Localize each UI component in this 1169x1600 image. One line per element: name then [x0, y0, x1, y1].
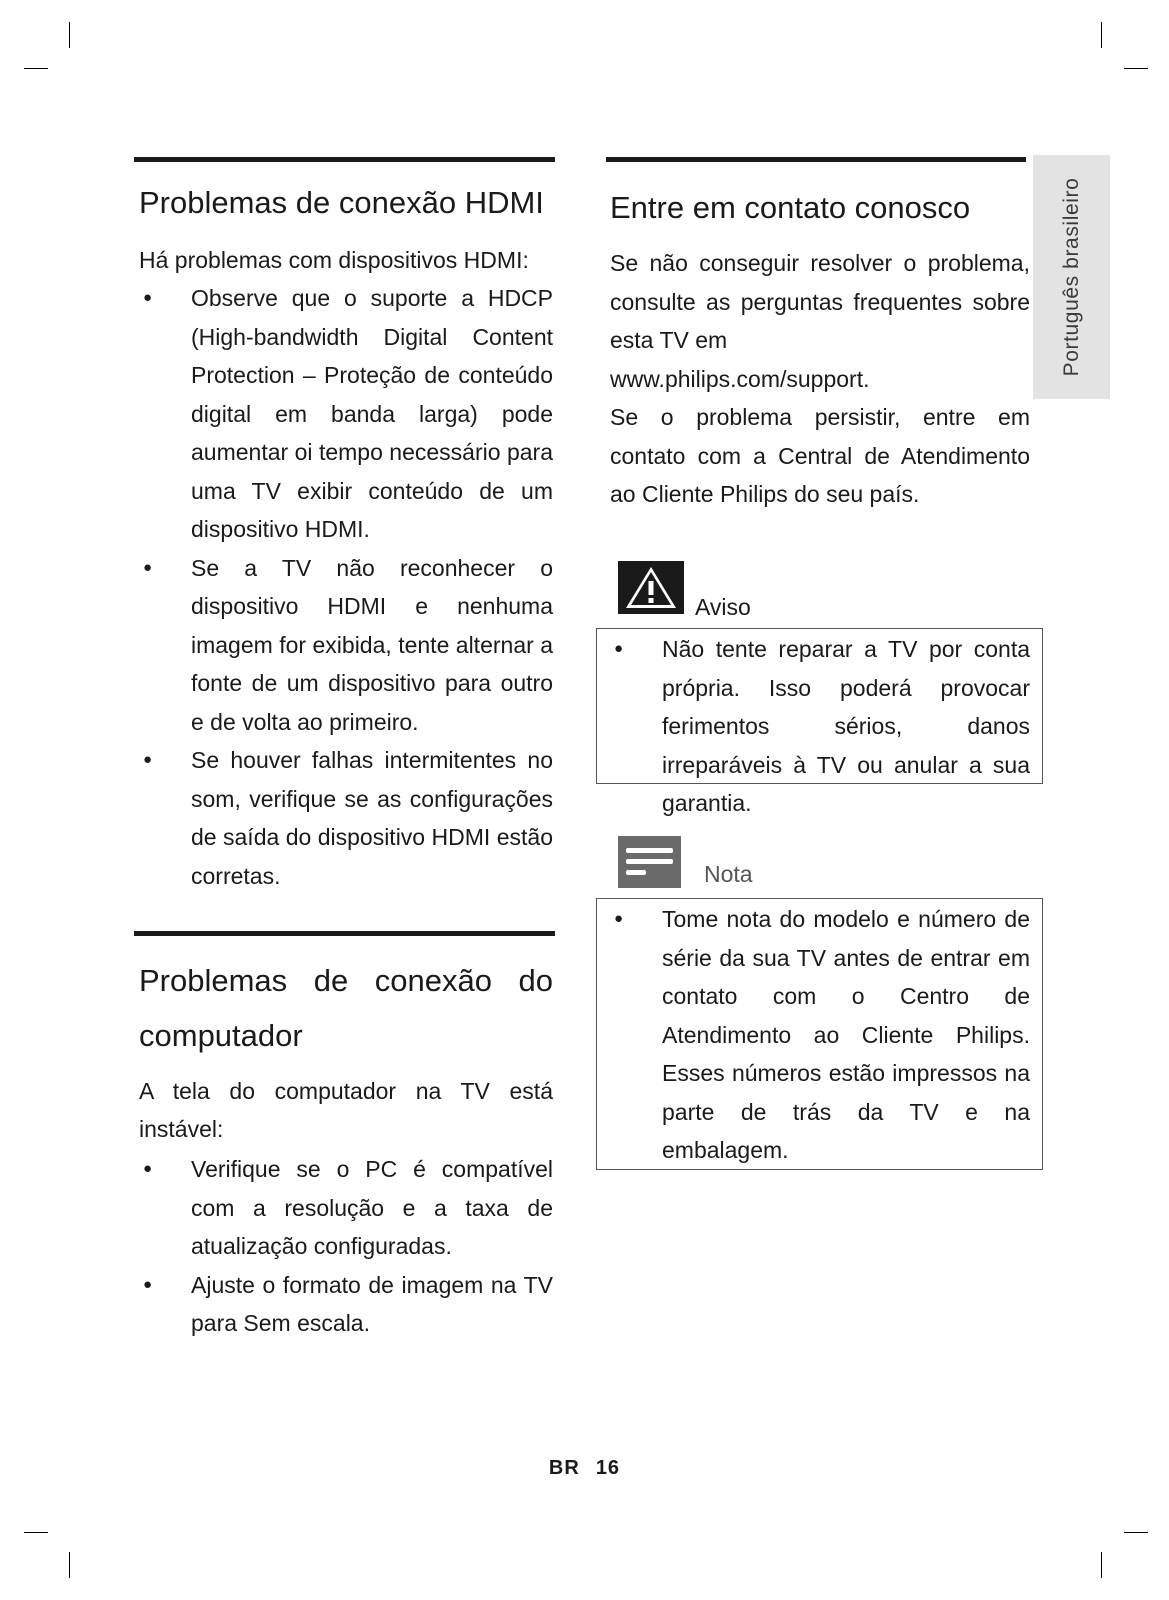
warning-icon	[618, 561, 684, 614]
pc-section-title: Problemas de conexão do computador	[139, 963, 553, 1053]
language-tab	[1033, 155, 1110, 399]
section-rule	[134, 931, 555, 936]
contact-paragraph-1: Se não conseguir resolver o problema, consulte as perguntas frequentes sobre esta TV em www.philips.com/support. Se o problema persistir, entre em contato com a Central de Atendimento ao Cliente Philips do seu país.	[610, 250, 1030, 507]
crop-mark	[1124, 1532, 1148, 1533]
note-icon	[618, 836, 681, 888]
page-footer	[0, 1457, 1169, 1480]
crop-mark	[69, 1552, 70, 1578]
list-item: ● Se houver falhas intermitentes no som, verifique se as configurações de saída do dispositivo HDMI estão corretas.	[139, 741, 553, 895]
hdmi-section-subtitle: Há problemas com dispositivos HDMI:	[139, 247, 529, 273]
pc-section-subtitle: A tela do computador na TV está instável:	[139, 1078, 553, 1142]
bullet-icon: ●	[143, 751, 153, 768]
language-tab-label: Português brasileiro	[1059, 177, 1083, 377]
footer-language-code: BR	[548, 1457, 580, 1479]
list-item: ● Se a TV não reconhecer o dispositivo HDMI e nenhuma imagem for exibida, tente alternar a fonte de um dispositivo para outro e de volta ao primeiro.	[139, 549, 553, 742]
section-rule	[134, 157, 555, 162]
bullet-icon: ●	[143, 558, 153, 576]
crop-mark	[1101, 1552, 1102, 1578]
crop-mark	[1124, 68, 1148, 69]
crop-mark	[24, 1532, 48, 1533]
crop-mark	[69, 22, 70, 48]
bullet-icon: ●	[143, 1275, 153, 1293]
bullet-icon: ●	[143, 289, 153, 306]
bullet-icon: ●	[614, 640, 624, 657]
hdmi-bullet-list	[139, 279, 553, 895]
contact-paragraph-2: Se o problema persistir, entre em contato com a Central de Atendimento ao Cliente Philips do seu país.	[610, 404, 1030, 507]
crop-mark	[24, 68, 48, 69]
contact-section-title: Entre em contato conosco	[610, 190, 971, 225]
crop-mark	[1101, 22, 1102, 48]
list-item: ● Não tente reparar a TV por conta própria. Isso poderá provocar ferimentos sérios, danos irreparáveis à TV ou anular a sua garantia.	[610, 630, 1030, 823]
page-number: 16	[595, 1457, 621, 1479]
list-item: ● Tome nota do modelo e número de série da sua TV antes de entrar em contato com o Centro de Atendimento ao Cliente Philips. Esses números estão impressos na parte de trás da TV e na embalagem.	[610, 900, 1030, 1170]
note-bullet-list	[610, 900, 1030, 1170]
bullet-icon: ●	[614, 910, 624, 927]
section-rule	[606, 157, 1026, 162]
support-link[interactable]: www.philips.com/support.	[610, 365, 870, 392]
warning-bullet-list	[610, 630, 1030, 823]
warning-label: Aviso	[695, 594, 751, 620]
list-item: ● Verifique se o PC é compatível com a resolução e a taxa de atualização configuradas.	[139, 1150, 553, 1266]
note-label: Nota	[704, 861, 753, 887]
list-item: ● Observe que o suporte a HDCP (High-bandwidth Digital Content Protection – Proteção de conteúdo digital em banda larga) pode aumentar oi tempo necessário para uma TV exibir conteúdo de um dispositivo HDMI.	[139, 279, 553, 549]
hdmi-section-title: Problemas de conexão HDMI	[139, 185, 544, 220]
bullet-icon: ●	[143, 1160, 153, 1177]
list-item: ● Ajuste o formato de imagem na TV para Sem escala.	[139, 1266, 553, 1343]
pc-bullet-list	[139, 1150, 553, 1343]
